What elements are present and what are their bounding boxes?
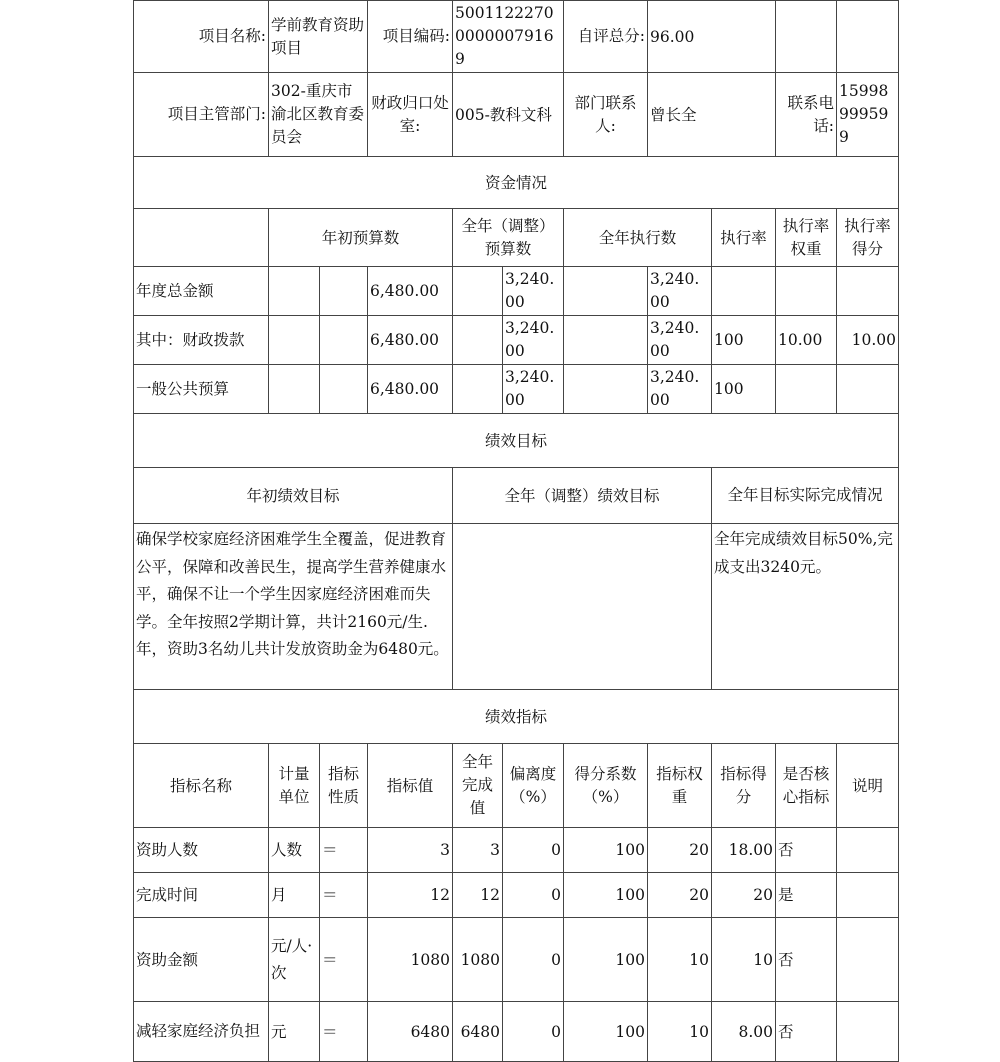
- ind-core: 是: [776, 873, 837, 918]
- ind-deviation: 0: [503, 918, 564, 1002]
- funds-score: [837, 365, 899, 414]
- funds-col-initial: 年初预算数: [269, 209, 453, 267]
- empty-cell: [837, 1, 899, 73]
- phone: 15998999599: [837, 73, 899, 157]
- ind-col-core: 是否核心指标: [776, 744, 837, 828]
- funds-col-adjusted: 全年（调整）预算数: [453, 209, 564, 267]
- empty-cell: [320, 267, 368, 316]
- ind-complete: 6480: [453, 1002, 503, 1062]
- ind-unit: 月: [269, 873, 320, 918]
- indicator-row: [134, 918, 899, 1002]
- empty-cell: [269, 267, 320, 316]
- ind-note: [837, 918, 899, 1002]
- ind-complete: 12: [453, 873, 503, 918]
- empty-cell: [776, 1, 837, 73]
- funds-score: [837, 267, 899, 316]
- empty-cell: [320, 316, 368, 365]
- ind-nature: ＝: [320, 873, 368, 918]
- funds-section-row: [134, 157, 899, 209]
- ind-col-complete: 全年完成值: [453, 744, 503, 828]
- ind-col-note: 说明: [837, 744, 899, 828]
- funds-row-label: 年度总金额: [134, 267, 269, 316]
- contact-person-label: 部门联系人:: [564, 73, 648, 157]
- ind-name: 减轻家庭经济负担: [134, 1002, 269, 1062]
- ind-unit: 元: [269, 1002, 320, 1062]
- ind-value: 1080: [368, 918, 453, 1002]
- funds-row-label: 一般公共预算: [134, 365, 269, 414]
- indicators-header-row: [134, 744, 899, 828]
- funds-initial: 6,480.00: [368, 316, 453, 365]
- ind-weight: 20: [648, 873, 712, 918]
- self-score: 96.00: [648, 1, 776, 73]
- empty-cell: [453, 365, 503, 414]
- empty-cell: [269, 365, 320, 414]
- ind-complete: 3: [453, 828, 503, 873]
- ind-nature: ＝: [320, 1002, 368, 1062]
- empty-cell: [134, 209, 269, 267]
- project-code: 500112227000000079169: [453, 1, 564, 73]
- indicator-row: [134, 873, 899, 918]
- funds-col-executed: 全年执行数: [564, 209, 712, 267]
- ind-note: [837, 828, 899, 873]
- ind-col-value: 指标值: [368, 744, 453, 828]
- phone-label: 联系电话:: [776, 73, 837, 157]
- performance-table: [133, 0, 899, 1062]
- funds-weight: [776, 365, 837, 414]
- funds-executed: 3,240.00: [648, 365, 712, 414]
- ind-core: 否: [776, 918, 837, 1002]
- empty-cell: [564, 267, 648, 316]
- ind-coef: 100: [564, 828, 648, 873]
- ind-col-weight: 指标权重: [648, 744, 712, 828]
- empty-cell: [453, 316, 503, 365]
- goals-section-title: 绩效目标: [134, 414, 899, 468]
- ind-value: 6480: [368, 1002, 453, 1062]
- indicator-row: [134, 1002, 899, 1062]
- goals-col-initial: 年初绩效目标: [134, 468, 453, 524]
- ind-col-nature: 指标性质: [320, 744, 368, 828]
- dept: 302-重庆市渝北区教育委员会: [269, 73, 368, 157]
- goals-section-row: [134, 414, 899, 468]
- funds-adjusted: 3,240.00: [503, 316, 564, 365]
- funds-col-rate: 执行率: [712, 209, 776, 267]
- ind-score: 18.00: [712, 828, 776, 873]
- ind-weight: 20: [648, 828, 712, 873]
- funds-header-row: [134, 209, 899, 267]
- empty-cell: [320, 365, 368, 414]
- goals-col-actual: 全年目标实际完成情况: [712, 468, 899, 524]
- goals-content-row: [134, 524, 899, 690]
- project-code-label: 项目编码:: [368, 1, 453, 73]
- ind-coef: 100: [564, 1002, 648, 1062]
- ind-deviation: 0: [503, 1002, 564, 1062]
- ind-value: 3: [368, 828, 453, 873]
- empty-cell: [564, 316, 648, 365]
- ind-col-score: 指标得分: [712, 744, 776, 828]
- ind-coef: 100: [564, 873, 648, 918]
- ind-score: 10: [712, 918, 776, 1002]
- goals-actual-text: 全年完成绩效目标50%,完成支出3240元。: [712, 524, 899, 690]
- self-score-label: 自评总分:: [564, 1, 648, 73]
- ind-score: 20: [712, 873, 776, 918]
- goals-col-adjusted: 全年（调整）绩效目标: [453, 468, 712, 524]
- header-row-2: [134, 73, 899, 157]
- contact-person: 曾长全: [648, 73, 776, 157]
- indicators-section-title: 绩效指标: [134, 690, 899, 744]
- funds-weight: 10.00: [776, 316, 837, 365]
- project-name: 学前教育资助项目: [269, 1, 368, 73]
- ind-weight: 10: [648, 918, 712, 1002]
- funds-initial: 6,480.00: [368, 365, 453, 414]
- ind-col-unit: 计量单位: [269, 744, 320, 828]
- ind-nature: ＝: [320, 918, 368, 1002]
- indicator-row: [134, 828, 899, 873]
- ind-col-coef: 得分系数（%）: [564, 744, 648, 828]
- empty-cell: [269, 316, 320, 365]
- ind-col-name: 指标名称: [134, 744, 269, 828]
- ind-note: [837, 873, 899, 918]
- funds-initial: 6,480.00: [368, 267, 453, 316]
- funds-rate: 100: [712, 365, 776, 414]
- ind-nature: ＝: [320, 828, 368, 873]
- goals-header-row: [134, 468, 899, 524]
- ind-core: 否: [776, 828, 837, 873]
- funds-row: [134, 365, 899, 414]
- funds-executed: 3,240.00: [648, 316, 712, 365]
- ind-name: 资助金额: [134, 918, 269, 1002]
- empty-cell: [564, 365, 648, 414]
- empty-cell: [453, 267, 503, 316]
- funds-weight: [776, 267, 837, 316]
- goals-adjusted-text: [453, 524, 712, 690]
- ind-name: 资助人数: [134, 828, 269, 873]
- ind-value: 12: [368, 873, 453, 918]
- funds-adjusted: 3,240.00: [503, 267, 564, 316]
- ind-name: 完成时间: [134, 873, 269, 918]
- funds-col-score: 执行率得分: [837, 209, 899, 267]
- dept-label: 项目主管部门:: [134, 73, 269, 157]
- finance-office-label: 财政归口处室:: [368, 73, 453, 157]
- funds-row: [134, 267, 899, 316]
- ind-weight: 10: [648, 1002, 712, 1062]
- ind-coef: 100: [564, 918, 648, 1002]
- ind-unit: 元/人·次: [269, 918, 320, 1002]
- ind-complete: 1080: [453, 918, 503, 1002]
- funds-row: [134, 316, 899, 365]
- funds-row-label: 其中：财政拨款: [134, 316, 269, 365]
- ind-note: [837, 1002, 899, 1062]
- funds-col-weight: 执行率权重: [776, 209, 837, 267]
- ind-core: 否: [776, 1002, 837, 1062]
- header-row-1: [134, 1, 899, 73]
- finance-office: 005-教科文科: [453, 73, 564, 157]
- ind-col-deviation: 偏离度（%）: [503, 744, 564, 828]
- ind-score: 8.00: [712, 1002, 776, 1062]
- funds-score: 10.00: [837, 316, 899, 365]
- funds-executed: 3,240.00: [648, 267, 712, 316]
- ind-unit: 人数: [269, 828, 320, 873]
- ind-deviation: 0: [503, 828, 564, 873]
- ind-deviation: 0: [503, 873, 564, 918]
- funds-rate: 100: [712, 316, 776, 365]
- funds-adjusted: 3,240.00: [503, 365, 564, 414]
- funds-section-title: 资金情况: [134, 157, 899, 209]
- indicators-section-row: [134, 690, 899, 744]
- goals-initial-text: 确保学校家庭经济困难学生全覆盖，促进教育公平，保障和改善民生，提高学生营养健康水平，确保不让一个学生因家庭经济困难而失学。全年按照2学期计算，共计2160元/生.年，资助3名幼儿共计发放资助金为6480元。: [134, 524, 453, 690]
- project-name-label: 项目名称:: [134, 1, 269, 73]
- funds-rate: [712, 267, 776, 316]
